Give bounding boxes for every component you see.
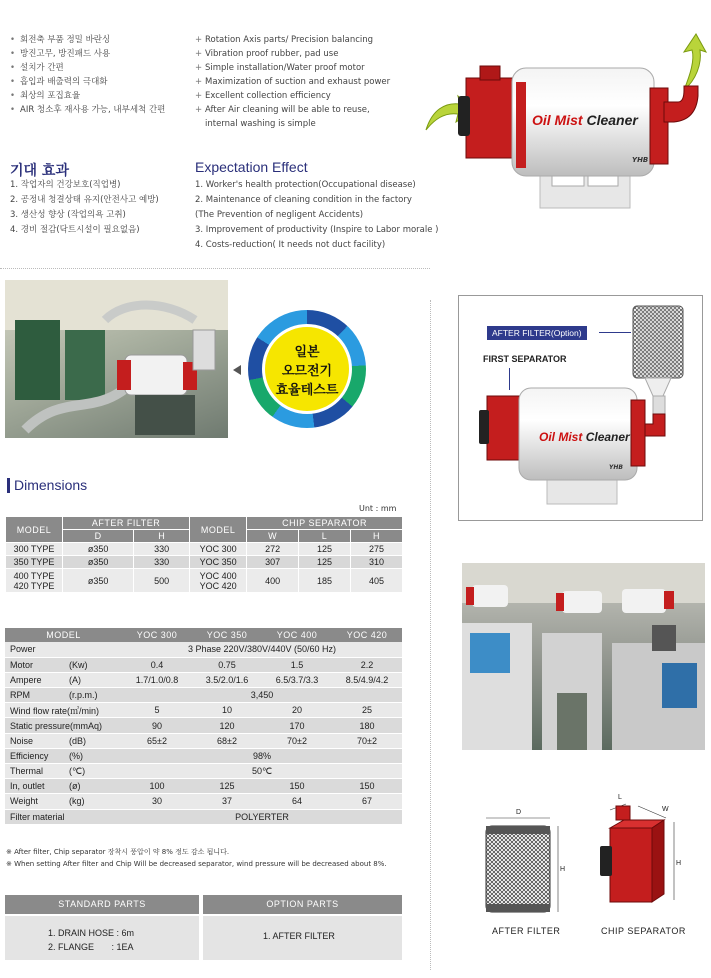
effect-ko-item: 2. 공정내 청결상태 유지(안전사고 예방)	[10, 195, 159, 205]
notes	[6, 846, 406, 870]
dim-cell: 350 TYPE	[6, 556, 63, 569]
spec-label: RPM	[5, 688, 67, 703]
option-part-item: 1. AFTER FILTER	[263, 931, 335, 941]
feature-ko-item: • 회전축 부품 정밀 바란싱	[8, 33, 188, 47]
effect-en-list	[195, 178, 439, 253]
spec-value: 10	[192, 703, 262, 718]
spec-unit: (r.p.m.)	[67, 688, 122, 703]
option-product-svg	[459, 296, 704, 522]
test-badge-line: 일본	[294, 345, 320, 360]
spec-head: YOC 420	[332, 628, 402, 642]
brand-oilmist: Oil Mist	[532, 112, 583, 128]
section-marker	[7, 478, 10, 493]
dimensions-table	[5, 516, 403, 593]
spec-value: 90	[122, 718, 192, 733]
option-badge: YHB	[609, 464, 623, 471]
dim-cell: ø350	[63, 569, 134, 593]
effect-ko-item: 4. 경비 절감(닥트시설이 필요없음)	[10, 225, 140, 235]
dim-cell: 300 TYPE	[6, 543, 63, 556]
unit-label: Unt : mm	[359, 504, 397, 513]
dim-cell: YOC 300	[190, 543, 247, 556]
table-row	[5, 657, 402, 672]
option-brand-label	[539, 430, 630, 444]
feature-ko-item: • 흡입과 배출력의 극대화	[8, 75, 188, 89]
after-filter-svg	[478, 808, 563, 918]
feature-en-item: + After Air cleaning will be able to reuse, internal washing is simple	[193, 103, 403, 131]
dim-head-chip-sep: CHIP SEPARATOR	[247, 517, 403, 530]
spec-unit: (℃)	[67, 764, 122, 779]
dim-cell: YOC 400 YOC 420	[190, 569, 247, 593]
spec-value: 120	[192, 718, 262, 733]
spec-head: YOC 350	[192, 628, 262, 642]
table-row	[5, 764, 402, 779]
effect-en-item: 3. Improvement of productivity (Inspire to Labor morale )	[195, 225, 439, 235]
note-line: ※ When setting After filter and Chip Will be decreased separator, wind pressure will be decreased about 8%.	[6, 860, 387, 868]
spec-label: Filter material	[5, 809, 122, 824]
dim-head-after-filter: AFTER FILTER	[63, 517, 190, 530]
chip-separator-caption: CHIP SEPARATOR	[601, 926, 686, 936]
brand-cleaner: Cleaner	[586, 112, 638, 128]
feature-ko-item: • 최상의 포집효율	[8, 89, 188, 103]
dim-cell: 310	[351, 556, 403, 569]
spec-value: 5	[122, 703, 192, 718]
dim-cell: 307	[247, 556, 299, 569]
option-parts-header: OPTION PARTS	[203, 895, 402, 914]
effect-en-item: 2. Maintenance of cleaning condition in the factory	[195, 195, 412, 205]
spec-value: 68±2	[192, 733, 262, 748]
table-row	[5, 794, 402, 809]
note-line: ※ After filter, Chip separator 장착시 풍압이 약 8% 정도 감소 됩니다.	[6, 848, 230, 856]
brand-oilmist: Oil Mist	[539, 430, 583, 444]
spec-value: 0.75	[192, 657, 262, 672]
table-row	[5, 748, 402, 763]
feature-ko-item: • AIR 청소후 재사용 가능, 내부세척 간편	[8, 103, 188, 117]
dim-head-w: W	[247, 530, 299, 543]
effect-en-item: 4. Costs-reduction( It needs not duct facility)	[195, 240, 386, 250]
test-photo	[5, 280, 228, 438]
table-row	[5, 733, 402, 748]
features-en-list	[193, 33, 403, 131]
test-badge-center	[262, 324, 352, 414]
test-badge-line: 오므전기	[281, 364, 333, 379]
dim-cell: ø350	[63, 556, 134, 569]
chip-separator-svg	[596, 800, 686, 912]
spec-label: Static pressure(mmAq)	[5, 718, 122, 733]
spec-label: Thermal	[5, 764, 67, 779]
spec-value: 180	[332, 718, 402, 733]
spec-value: 37	[192, 794, 262, 809]
effect-en-title: Expectation Effect	[195, 159, 308, 175]
table-row	[6, 569, 403, 593]
spec-label: Wind flow rate(㎥/min)	[5, 703, 122, 718]
features-ko-list	[8, 33, 188, 117]
table-row	[5, 779, 402, 794]
spec-value: 67	[332, 794, 402, 809]
effect-ko-item: 1. 작업자의 건강보호(직업병)	[10, 180, 121, 190]
spec-value: 3.5/2.0/1.6	[192, 672, 262, 687]
spec-value: 3 Phase 220V/380V/440V (50/60 Hz)	[122, 642, 402, 657]
spec-value: 70±2	[332, 733, 402, 748]
dim-d-label: D	[516, 809, 522, 816]
spec-value: 100	[122, 779, 192, 794]
after-filter-callout: AFTER FILTER(Option)	[487, 326, 587, 340]
spec-label: Efficiency	[5, 748, 67, 763]
chip-separator-illustration	[596, 794, 686, 912]
feature-en-item: + Excellent collection efficiency	[193, 89, 403, 103]
hero-badge: YHB	[632, 156, 649, 164]
effect-ko-title: 기대 효과	[10, 163, 69, 179]
spec-value: 1.5	[262, 657, 332, 672]
dimensions-title: Dimensions	[14, 477, 88, 493]
table-row	[6, 543, 403, 556]
spec-value: 98%	[122, 748, 402, 763]
spec-value: 70±2	[262, 733, 332, 748]
spec-value: 6.5/3.7/3.3	[262, 672, 332, 687]
dim-head-model: MODEL	[6, 517, 63, 543]
spec-value: 8.5/4.9/4.2	[332, 672, 402, 687]
table-row	[5, 642, 402, 657]
test-photo-svg	[5, 280, 228, 438]
spec-unit: (Kw)	[67, 657, 122, 672]
dim-l-label: L	[618, 794, 623, 801]
dim-head-h2: H	[351, 530, 403, 543]
spec-value: 150	[332, 779, 402, 794]
feature-ko-item: • 설치가 간편	[8, 61, 188, 75]
divider	[0, 268, 430, 269]
table-row	[5, 718, 402, 733]
dim-cell: 125	[299, 543, 351, 556]
feature-en-item: + Rotation Axis parts/ Precision balancing	[193, 33, 403, 47]
spec-label: Motor	[5, 657, 67, 672]
table-row	[5, 703, 402, 718]
spec-value: 64	[262, 794, 332, 809]
spec-label: Weight	[5, 794, 67, 809]
spec-unit: (ø)	[67, 779, 122, 794]
divider	[430, 300, 431, 970]
table-row	[5, 809, 402, 824]
option-product-box	[458, 295, 703, 521]
spec-value: 125	[192, 779, 262, 794]
first-separator-callout: FIRST SEPARATOR	[483, 354, 567, 364]
dim-cell: 185	[299, 569, 351, 593]
feature-ko-item: • 방진고무, 방진패드 사용	[8, 47, 188, 61]
dim-cell: 400 TYPE 420 TYPE	[6, 569, 63, 593]
dim-cell: 405	[351, 569, 403, 593]
arrow-left-icon	[233, 365, 241, 375]
spec-value: POLYERTER	[122, 809, 402, 824]
dim-cell: 400	[247, 569, 299, 593]
dim-cell: ø350	[63, 543, 134, 556]
factory-photo	[462, 563, 705, 750]
feature-en-item: + Simple installation/Water proof motor	[193, 61, 403, 75]
dim-cell: 500	[134, 569, 190, 593]
effect-en-item: 1. Worker's health protection(Occupational disease)	[195, 180, 416, 190]
feature-en-item: + Maximization of suction and exhaust power	[193, 75, 403, 89]
spec-unit: (dB)	[67, 733, 122, 748]
dim-head-d: D	[63, 530, 134, 543]
dim-cell: 125	[299, 556, 351, 569]
hero-product-image	[420, 30, 710, 220]
spec-value: 30	[122, 794, 192, 809]
dim-cell: YOC 350	[190, 556, 247, 569]
option-parts-body	[203, 916, 402, 960]
dim-cell: 330	[134, 543, 190, 556]
dim-head-h: H	[134, 530, 190, 543]
spec-label: In, outlet	[5, 779, 67, 794]
spec-value: 20	[262, 703, 332, 718]
dim-cell: 272	[247, 543, 299, 556]
effect-ko-item: 3. 생산성 향상 (작업의욕 고취)	[10, 210, 126, 220]
test-badge-line: 효율테스트	[275, 383, 339, 398]
hero-brand-label	[532, 112, 638, 128]
spec-value: 0.4	[122, 657, 192, 672]
spec-label: Ampere	[5, 672, 67, 687]
dim-head-l: L	[299, 530, 351, 543]
spec-unit: (A)	[67, 672, 122, 687]
after-filter-illustration	[478, 808, 566, 918]
spec-table	[5, 628, 402, 825]
spec-head: YOC 400	[262, 628, 332, 642]
dim-cell: 330	[134, 556, 190, 569]
spec-label: Power	[5, 642, 122, 657]
after-filter-caption: AFTER FILTER	[492, 926, 561, 936]
table-row	[5, 688, 402, 703]
table-row	[5, 672, 402, 687]
effect-ko-list	[10, 178, 159, 238]
dim-h-label: H	[560, 866, 566, 873]
spec-unit: (%)	[67, 748, 122, 763]
spec-value: 150	[262, 779, 332, 794]
standard-parts-header: STANDARD PARTS	[5, 895, 199, 914]
spec-unit: (kg)	[67, 794, 122, 809]
spec-value: 170	[262, 718, 332, 733]
dim-h-label: H	[676, 860, 682, 867]
effect-en-item: (The Prevention of negligent Accidents)	[195, 210, 364, 220]
test-badge	[248, 310, 366, 428]
spec-value: 50℃	[122, 764, 402, 779]
standard-part-item: 1. DRAIN HOSE : 6m	[48, 928, 135, 938]
standard-parts-body	[5, 916, 199, 960]
factory-photo-svg	[462, 563, 705, 750]
spec-head: YOC 300	[122, 628, 192, 642]
spec-head: MODEL	[5, 628, 122, 642]
standard-part-item: 2. FLANGE : 1EA	[48, 942, 134, 952]
spec-value: 2.2	[332, 657, 402, 672]
spec-label: Noise	[5, 733, 67, 748]
dim-head-model2: MODEL	[190, 517, 247, 543]
table-row	[6, 556, 403, 569]
dim-w-label: W	[662, 806, 670, 813]
spec-value: 3,450	[122, 688, 402, 703]
spec-value: 65±2	[122, 733, 192, 748]
spec-value: 25	[332, 703, 402, 718]
feature-en-item: + Vibration proof rubber, pad use	[193, 47, 403, 61]
spec-value: 1.7/1.0/0.8	[122, 672, 192, 687]
dim-cell: 275	[351, 543, 403, 556]
brand-cleaner: Cleaner	[585, 430, 630, 444]
